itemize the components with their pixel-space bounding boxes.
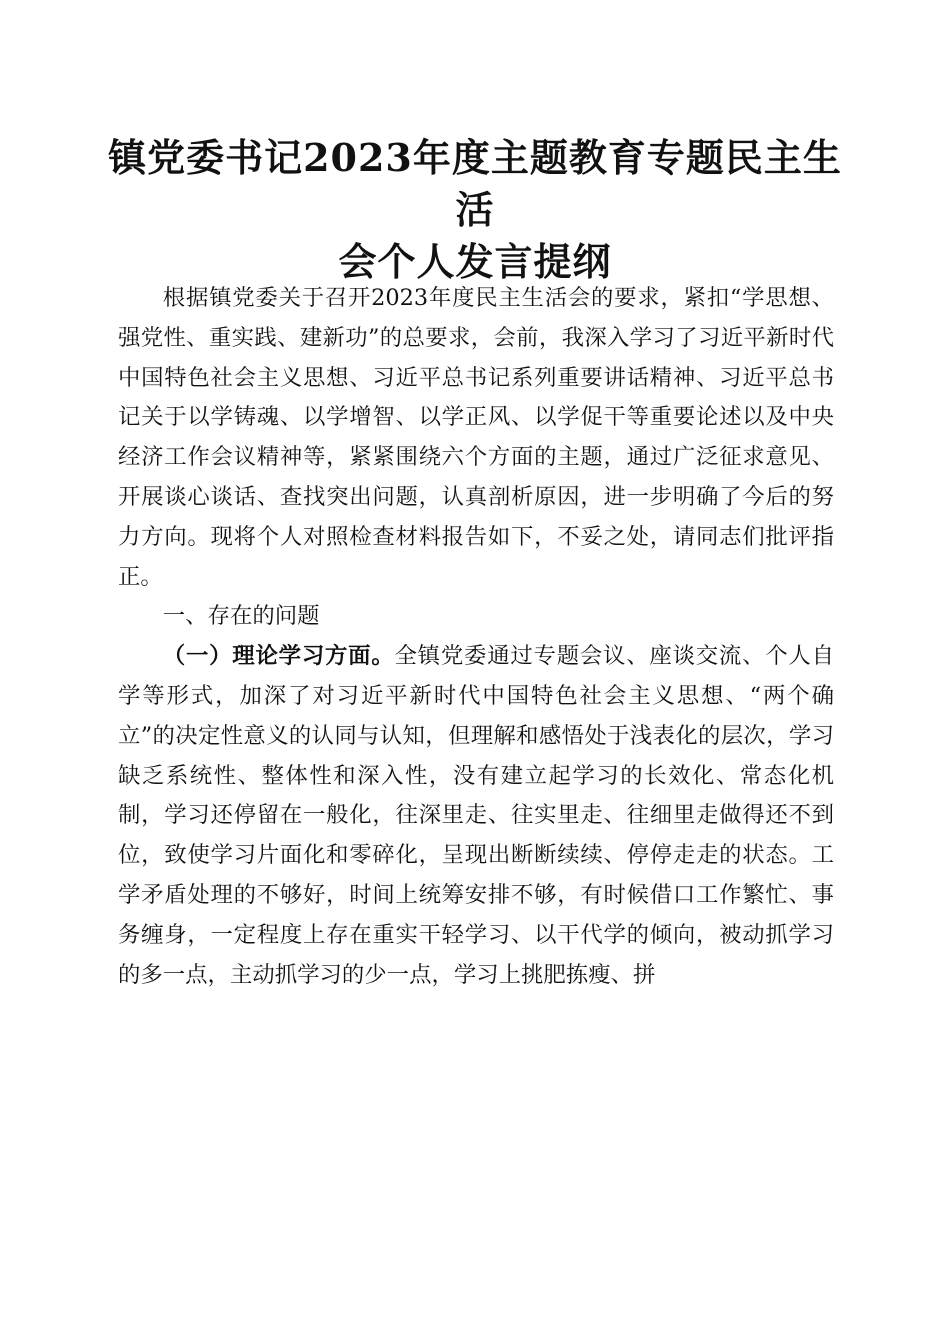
- document-title: [100, 132, 850, 288]
- document-body: [118, 279, 834, 995]
- subsection-lead: （一）理论学习方面。: [162, 643, 395, 670]
- intro-paragraph: 根据镇党委关于召开2023年度民主生活会的要求，紧扣“学思想、强党性、重实践、建新功”的总要求，会前，我深入学习了习近平新时代中国特色社会主义思想、习近平总书记系列重要讲话精神、习近平总书记关于以学铸魂、以学增智、以学正风、以学促干等重要论述以及中央经济工作会议精神等，紧紧围绕六个方面的主题，通过广泛征求意见、开展谈心谈话、查找突出问题，认真剖析原因，进一步明确了今后的努力方向。现将个人对照检查材料报告如下，不妥之处，请同志们批评指正。: [118, 285, 834, 590]
- title-line-1: 镇党委书记2023年度主题教育专题民主生活: [108, 135, 842, 232]
- subsection-text: 全镇党委通过专题会议、座谈交流、个人自学等形式，加深了对习近平新时代中国特色社会主义思想、“两个确立”的决定性意义的认同与认知，但理解和感悟处于浅表化的层次，学习缺乏系统性、整体性和深入性，没有建立起学习的长效化、常态化机制，学习还停留在一般化，往深里走、往实里走、往细里走做得还不到位，致使学习片面化和零碎化，呈现出断断续续、停停走走的状态。工学矛盾处理的不够好，时间上统筹安排不够，有时候借口工作繁忙、事务缠身，一定程度上存在重实干轻学习、以干代学的倾向，被动抓学习的多一点，主动抓学习的少一点，学习上挑肥拣瘦、拼: [118, 643, 834, 988]
- title-line-2: 会个人发言提纲: [338, 239, 612, 284]
- section-heading-problems: 一、存在的问题: [162, 603, 320, 630]
- subsection-theory-study: [118, 637, 834, 995]
